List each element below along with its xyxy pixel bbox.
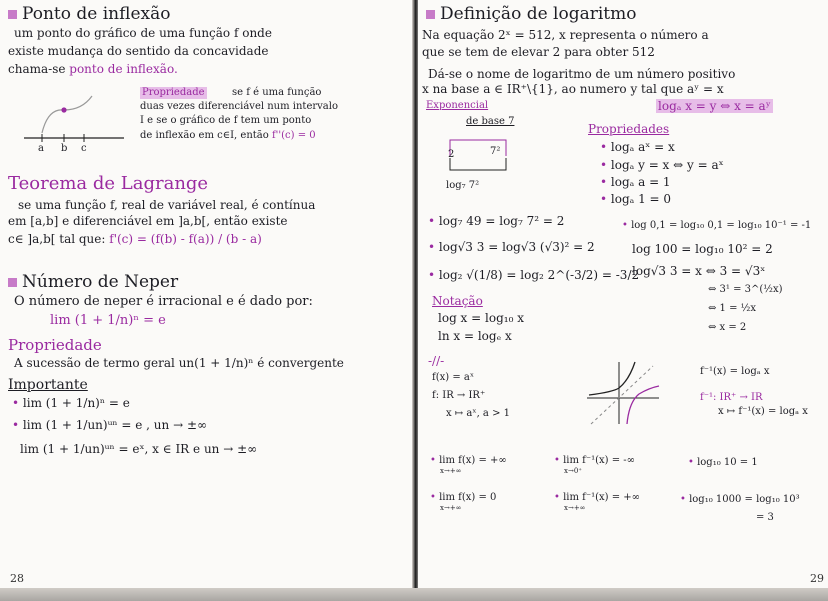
exp-diagram-left: 2: [448, 149, 455, 160]
func-2: f: IR → IR⁺: [432, 390, 486, 401]
exp-diagram-right: 7²: [490, 146, 501, 157]
example-left-1: • log₇ 49 = log₇ 7² = 2: [428, 214, 565, 228]
importante-f3: lim (1 + 1/un)ᵘⁿ = eˣ, x ∈ IR e un → ±∞: [20, 442, 258, 456]
definicao-heading: Definição de logaritmo: [426, 4, 637, 24]
example-left-2: • log√3 3 = log√3 (√3)² = 2: [428, 240, 595, 254]
propriedades-item-4: • logₐ 1 = 0: [600, 192, 672, 206]
example-right-1: • log 0,1 = log₁₀ 0,1 = log₁₀ 10⁻¹ = -1: [622, 220, 812, 231]
prop-line4: de inflexão em c∈I, então f''(c) = 0: [140, 130, 316, 141]
inverse-3: x ↦ f⁻¹(x) = logₐ x: [718, 406, 808, 417]
exp-label2: de base 7: [466, 116, 515, 127]
neper-heading: Número de Neper: [8, 272, 178, 292]
bullet-square-icon: [8, 278, 17, 287]
axis-label-b: b: [61, 143, 68, 154]
inflexao-line2: existe mudança do sentido da concavidade: [8, 44, 269, 58]
step-1: ⇔ 3¹ = 3^(½x): [708, 284, 783, 295]
limit-2: • lim f⁻¹(x) = -∞: [554, 455, 636, 466]
lagrange-title: Teorema de Lagrange: [8, 173, 209, 194]
prop-line2: duas vezes diferenciável num intervalo: [140, 101, 338, 112]
limit-1-sub: x→+∞: [440, 467, 462, 475]
limit-6b: = 3: [756, 512, 774, 523]
inflexao-line1: um ponto do gráfico de uma função f onde: [14, 26, 272, 40]
func-1: f(x) = aˣ: [432, 372, 475, 383]
notacao-1: log x = log₁₀ x: [438, 311, 524, 325]
notacao-title: Notação: [432, 294, 483, 308]
neper-formula: lim (1 + 1/n)ⁿ = e: [50, 313, 166, 328]
inflexao-line3: chama-se ponto de inflexão.: [8, 62, 178, 76]
propriedades-item-1: • logₐ aˣ = x: [600, 140, 675, 154]
example-left-3: • log₂ √(1/8) = log₂ 2^(-3/2) = -3/2: [428, 268, 640, 282]
propriedades-item-3: • logₐ a = 1: [600, 175, 671, 189]
separator: -//-: [428, 354, 445, 368]
lagrange-line2: em [a,b] e diferenciável em ]a,b[, então existe: [8, 214, 288, 228]
step-3: ⇔ x = 2: [708, 322, 747, 333]
left-page: [0, 0, 414, 592]
prop-line1: se f é uma função: [232, 87, 322, 98]
limit-1: • lim f(x) = +∞: [430, 455, 507, 466]
limit-3: • log₁₀ 10 = 1: [688, 457, 758, 468]
lagrange-line1: se uma função f, real de variável real, é contínua: [18, 198, 316, 212]
prop-line3: I e se o gráfico de f tem um ponto: [140, 115, 312, 126]
exp-diagram-bottom: log₇ 7²: [446, 180, 480, 191]
lagrange-line3: c∈ ]a,b[ tal que: f'(c) = (f(b) - f(a)) / (b - a): [8, 232, 262, 246]
right-page: [418, 0, 828, 592]
step-2: ⇔ 1 = ½x: [708, 303, 756, 314]
neper-line1: O número de neper é irracional e é dado por:: [14, 294, 313, 309]
page-number-right: 29: [810, 572, 824, 585]
exp-diagram: [446, 136, 518, 176]
definicao-equiv: logₐ x = y ⇔ x = aʸ: [658, 99, 771, 113]
definicao-line3: Dá-se o nome de logaritmo de um número positivo: [428, 67, 736, 81]
page-bottom-edge: [0, 588, 828, 601]
prop-label: Propriedade: [142, 87, 205, 98]
definicao-line2: que se tem de elevar 2 para obter 512: [422, 45, 655, 59]
limit-6: • log₁₀ 1000 = log₁₀ 10³: [680, 494, 800, 505]
inflexao-title: Ponto de inflexão: [22, 4, 171, 24]
definicao-line4: x na base a ∈ IR⁺\{1}, ao numero y tal que aʸ = x: [422, 82, 724, 96]
limit-5: • lim f⁻¹(x) = +∞: [554, 492, 641, 503]
limit-2-sub: x→0⁺: [564, 467, 582, 475]
inverse-1: f⁻¹(x) = logₐ x: [700, 366, 770, 377]
importante-f2: • lim (1 + 1/un)ᵘⁿ = e , un → ±∞: [12, 418, 207, 432]
axis-label-a: a: [38, 143, 44, 154]
example-right-3: log√3 3 = x ⇔ 3 = √3ˣ: [632, 264, 766, 278]
propriedade-title: Propriedade: [8, 336, 102, 354]
page-number-left: 28: [10, 572, 24, 585]
importante-title: Importante: [8, 377, 88, 393]
inflexao-heading: [8, 4, 171, 24]
axis-label-c: c: [81, 143, 87, 154]
bullet-square-icon: [426, 10, 435, 19]
propriedades-title: Propriedades: [588, 122, 670, 136]
limit-4-sub: x→+∞: [440, 504, 462, 512]
notacao-2: ln x = logₑ x: [438, 329, 512, 343]
propriedades-item-2: • logₐ y = x ⇔ y = aˣ: [600, 158, 724, 172]
exp-label1: Exponencial: [426, 100, 489, 111]
propriedade-line1: A sucessão de termo geral un(1 + 1/n)ⁿ é convergente: [14, 356, 344, 370]
limit-5-sub: x→+∞: [564, 504, 586, 512]
inverse-2: f⁻¹: IR⁺ → IR: [700, 392, 763, 403]
limit-4: • lim f(x) = 0: [430, 492, 497, 503]
definicao-line1: Na equação 2ˣ = 512, x representa o número a: [422, 28, 709, 42]
importante-f1: • lim (1 + 1/n)ⁿ = e: [12, 396, 130, 410]
example-right-2: log 100 = log₁₀ 10² = 2: [632, 242, 773, 256]
func-3: x ↦ aˣ, a > 1: [446, 408, 510, 419]
bullet-square-icon: [8, 10, 17, 19]
function-graph: [583, 358, 663, 428]
inflexao-sketch: [20, 88, 130, 158]
